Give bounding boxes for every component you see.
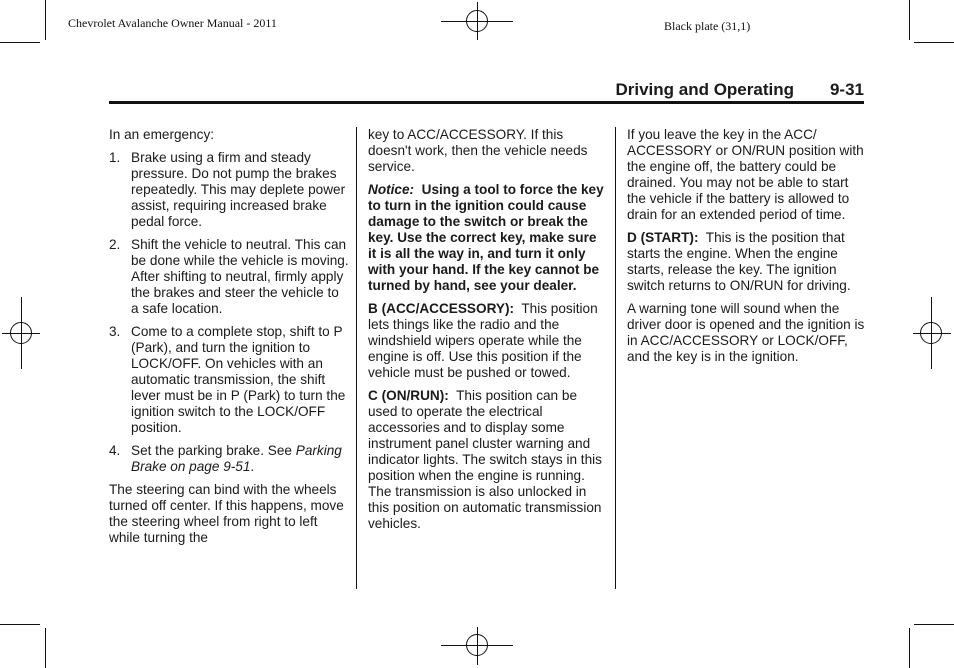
column-divider — [615, 127, 616, 589]
crop-mark — [909, 0, 910, 40]
position-b-text: This position lets things like the radio and the windshield wipers operate while the engine is off. Use this position if the vehicle must be pushed or towed. — [368, 301, 598, 380]
notice-block — [368, 182, 608, 294]
crop-mark — [914, 42, 954, 43]
step-end: . — [250, 459, 255, 474]
position-c — [368, 388, 608, 532]
step-number: 4. — [109, 443, 121, 458]
section-title: Driving and Operating — [615, 80, 794, 99]
registration-circle-bottom — [466, 634, 488, 656]
list-item — [109, 324, 349, 436]
page-number: 9-31 — [829, 80, 864, 99]
column-1 — [109, 127, 349, 553]
position-c-label: C (ON/RUN): — [368, 388, 449, 403]
list-item — [109, 443, 349, 475]
position-d-label: D (START): — [627, 230, 699, 245]
notice-text: Using a tool to force the key to turn in the ignition could cause damage to the switch or break the key. Use the correct key, make sure it is all the way in, and turn it only with your hand. If the key cannot be turned by hand, see your dealer. — [368, 182, 604, 293]
position-c-text: This position can be used to operate the electrical accessories and to display some instrument panel cluster warning and indicator lights. The switch stays in this position when the engine is running. The transmission is also unlocked in this position on automatic transmission vehicles. — [368, 388, 602, 531]
header-rule — [109, 101, 864, 104]
step-text: Brake using a firm and steady pressure. Do not pump the brakes repeatedly. This may deplete power assist, requiring increased brake pedal force. — [131, 150, 346, 229]
column-divider — [356, 127, 357, 589]
registration-circle-top — [466, 10, 488, 32]
steering-paragraph: The steering can bind with the wheels turned off center. If this happens, move the steering wheel from right to left while turning the — [109, 482, 344, 545]
parking-brake-link[interactable]: Parking Brake on page 9-51 — [131, 443, 342, 474]
column-2 — [368, 127, 608, 539]
crop-mark — [45, 628, 46, 668]
list-item — [109, 150, 349, 230]
crop-mark — [0, 624, 40, 625]
step-number: 3. — [109, 324, 121, 339]
crop-mark — [45, 0, 46, 40]
position-d-text: This is the position that starts the engine. When the engine starts, release the key. The ignition switch returns to ON/RUN for driving. — [627, 230, 851, 293]
column-3 — [627, 127, 867, 372]
step-text: Shift the vehicle to neutral. This can be done while the vehicle is moving. After shifting to neutral, firmly apply the brakes and steer the vehicle to a safe location. — [131, 237, 349, 316]
step-number: 2. — [109, 237, 121, 252]
battery-paragraph: If you leave the key in the ACC/ ACCESSORY or ON/RUN position with the engine off, the battery could be drained. You may not be able to start the vehicle if the battery is allowed to drain for an extended period of time. — [627, 127, 864, 222]
crop-mark — [909, 628, 910, 668]
position-b-label: B (ACC/ACCESSORY): — [368, 301, 515, 316]
slug-manual-title: Chevrolet Avalanche Owner Manual - 2011 — [68, 16, 277, 30]
crop-mark — [0, 42, 40, 43]
position-d — [627, 230, 867, 294]
step-text: Come to a complete stop, shift to P (Park), and turn the ignition to LOCK/OFF. On vehicles with an automatic transmission, the shift lever must be in P (Park) to turn the ignition switch to the LOCK/OFF position. — [131, 324, 346, 435]
crop-mark — [914, 624, 954, 625]
registration-circle-right — [920, 322, 942, 344]
intro-text: In an emergency: — [109, 127, 215, 142]
notice-label: Notice: — [368, 182, 415, 197]
list-item — [109, 237, 349, 317]
step-number: 1. — [109, 150, 121, 165]
continued-text: key to ACC/ACCESSORY. If this doesn't work, then the vehicle needs service. — [368, 127, 588, 174]
warning-tone-paragraph: A warning tone will sound when the driver door is opened and the ignition is in ACC/ACCESSORY or LOCK/OFF, and the key is in the ignition. — [627, 301, 865, 364]
emergency-steps — [109, 150, 349, 475]
position-b — [368, 301, 608, 381]
slug-plate: Black plate (31,1) — [664, 19, 751, 33]
step-text: Set the parking brake. See — [131, 443, 292, 458]
registration-circle-left — [10, 322, 32, 344]
